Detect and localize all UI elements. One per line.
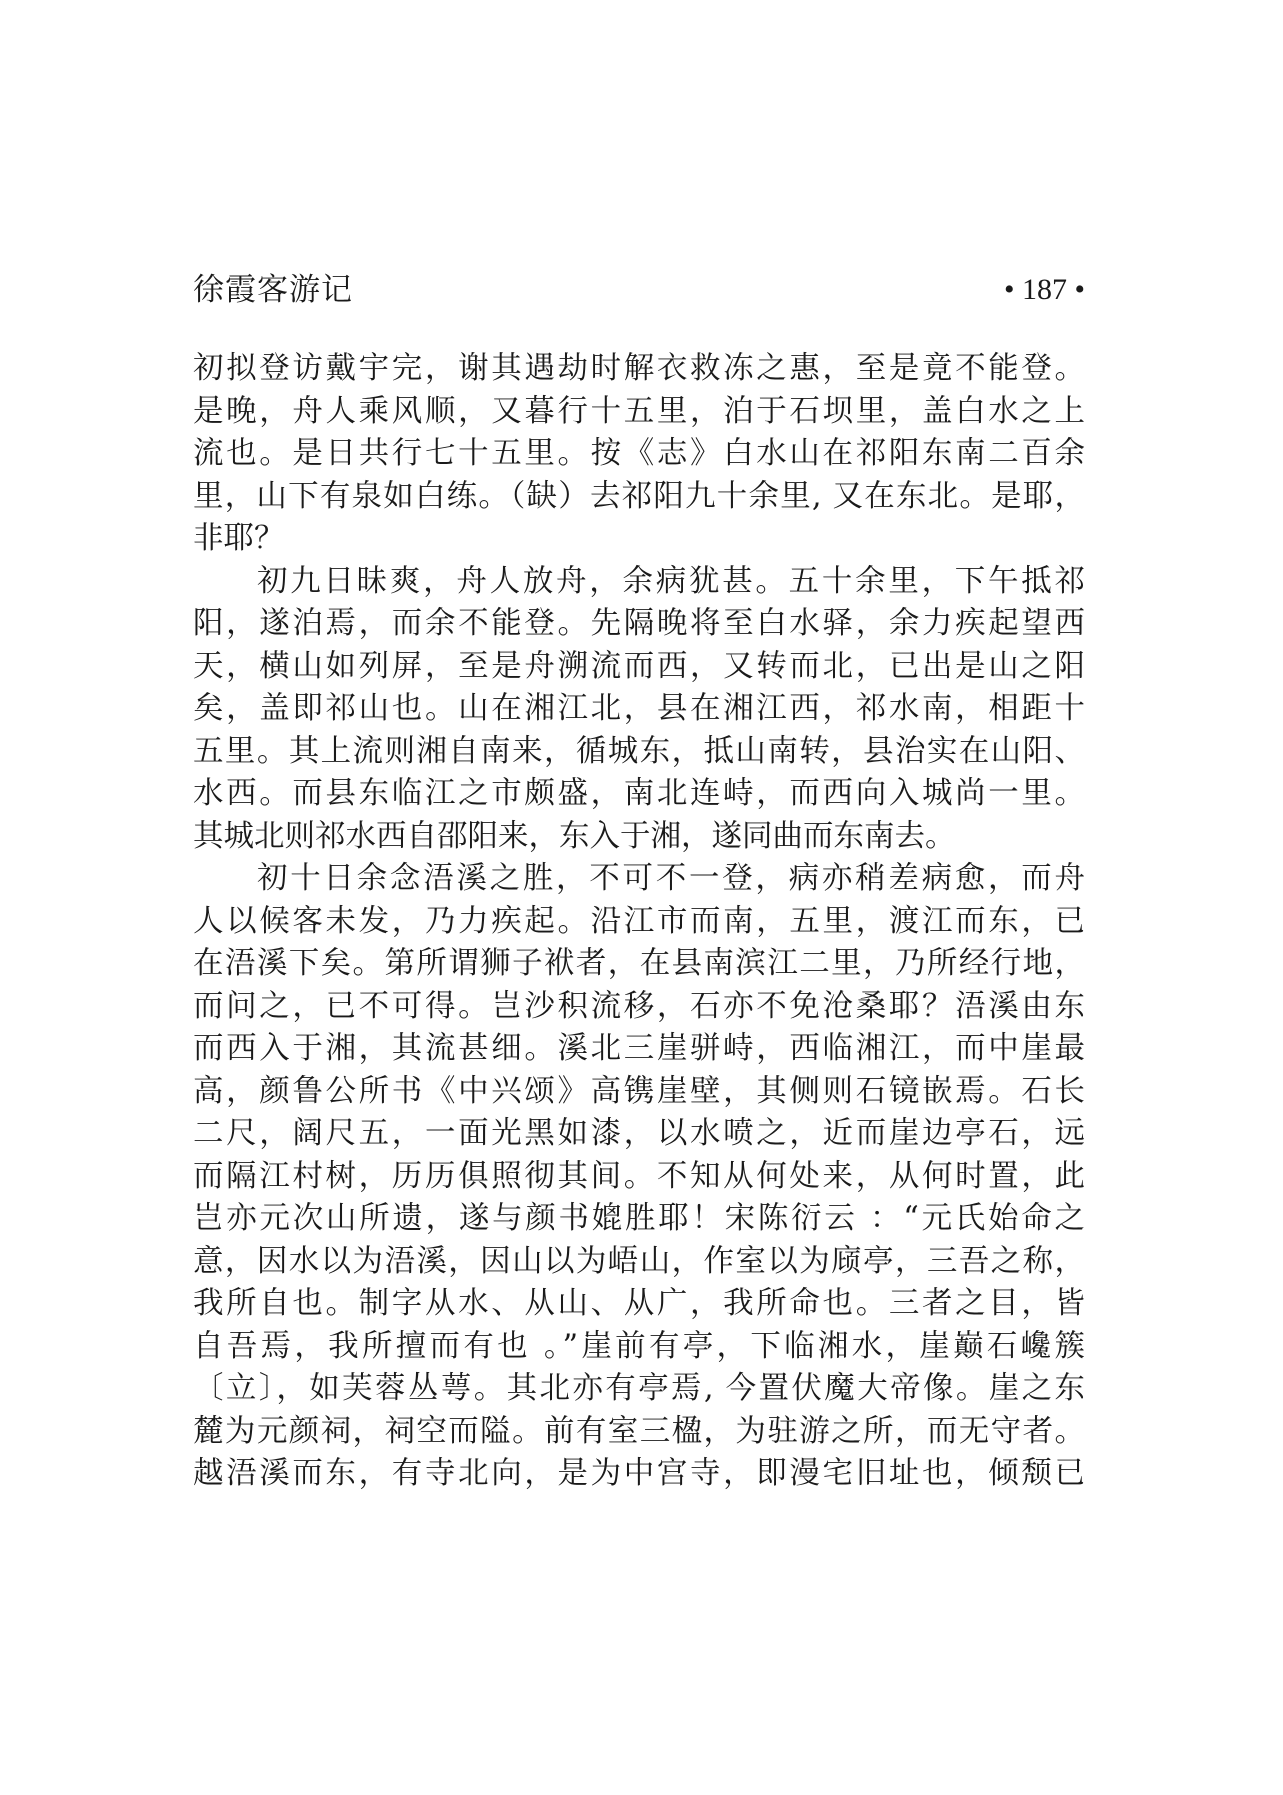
text-line: 五里。其上流则湘自南来，循城东，抵山南转，县治实在山阳、 bbox=[193, 733, 1085, 769]
text-line: 人以候客未发，乃力疾起。沿江市而南，五里，渡江而东，已 bbox=[193, 903, 1085, 939]
text-line: 岂亦元次山所遗，遂与颜书媲胜耶！宋陈衍云 ：“元氏始命之 bbox=[193, 1201, 1085, 1236]
text-line: 越浯溪而东，有寺北向，是为中宫寺，即漫宅旧址也，倾颓已 bbox=[193, 1456, 1085, 1491]
text-line: 阳，遂泊焉，而余不能登。先隔晚将至白水驿，余力疾起望西 bbox=[193, 606, 1085, 641]
text-line: 矣，盖即祁山也。山在湘江北，县在湘江西，祁水南，相距十 bbox=[193, 691, 1085, 726]
running-header bbox=[193, 268, 1085, 312]
text-line: 而隔江村树，历历俱照彻其间。不知从何处来，从何时置，此 bbox=[193, 1158, 1085, 1194]
text-line: 在浯溪下矣。第所谓狮子袱者，在县南滨江二里，乃所经行地， bbox=[193, 946, 1085, 981]
text-line: 是晚，舟人乘风顺，又暮行十五里，泊于石坝里，盖白水之上 bbox=[193, 393, 1085, 429]
text-line: 里，山下有泉如白练。（缺）去祁阳九十余里, 又在东北。是耶， bbox=[193, 478, 1085, 514]
text-line: 非耶？ bbox=[193, 521, 285, 556]
text-line: 而西入于湘，其流甚细。溪北三崖骈峙，西临湘江，而中崖最 bbox=[193, 1031, 1085, 1066]
book-title: 徐霞客游记 bbox=[193, 272, 353, 308]
text-line: 二尺，阔尺五，一面光黑如漆，以水喷之，近而崖边亭石，远 bbox=[193, 1116, 1085, 1151]
text-line: 初九日昧爽，舟人放舟，余病犹甚。五十余里，下午抵祁 bbox=[257, 563, 1085, 599]
text-line: 流也。是日共行七十五里。按《志》白水山在祁阳东南二百余 bbox=[193, 436, 1085, 471]
text-line: 初十日余念浯溪之胜，不可不一登，病亦稍差病愈，而舟 bbox=[257, 861, 1085, 896]
text-line: 水西。而县东临江之市颇盛，南北连峙，而西向入城尚一里。 bbox=[193, 776, 1085, 811]
text-line: 其城北则祁水西自邵阳来，东入于湘，遂同曲而东南去。 bbox=[193, 818, 956, 854]
text-line: 自吾焉，我所擅而有也 。”崖前有亭，下临湘水，崖巅石巉簇 bbox=[193, 1328, 1085, 1364]
text-line: 初拟登访戴宇完，谢其遇劫时解衣救冻之惠，至是竟不能登。 bbox=[193, 351, 1085, 386]
text-line: 麓为元颜祠，祠空而隘。前有室三楹，为驻游之所，而无守者。 bbox=[193, 1413, 1085, 1449]
text-line: 而问之，已不可得。岂沙积流移，石亦不免沧桑耶？浯溪由东 bbox=[193, 988, 1085, 1024]
page-number: • 187 • bbox=[1003, 273, 1085, 306]
text-line: 天，横山如列屏，至是舟溯流而西，又转而北，已出是山之阳 bbox=[193, 648, 1085, 684]
text-line: 〔立〕，如芙蓉丛萼。其北亦有亭焉, 今置伏魔大帝像。崖之东 bbox=[193, 1371, 1085, 1406]
body-text bbox=[193, 348, 1085, 1496]
text-line: 我所自也。制字从水、从山、从广，我所命也。三者之目，皆 bbox=[193, 1286, 1085, 1321]
text-line: 高，颜鲁公所书《中兴颂》高镌崖壁，其侧则石镜嵌焉。石长 bbox=[193, 1073, 1085, 1109]
text-line: 意，因水以为浯溪，因山以为峿山，作室以为庼亭，三吾之称， bbox=[193, 1243, 1085, 1279]
